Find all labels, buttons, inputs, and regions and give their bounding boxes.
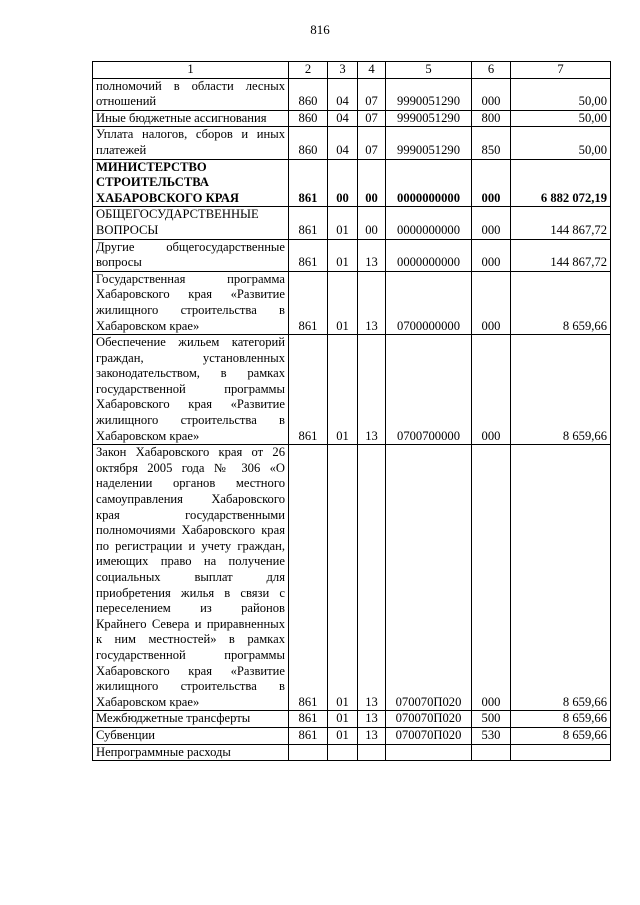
row-amount-cell: 8 659,66	[511, 711, 611, 728]
row-amount-cell: 6 882 072,19	[511, 159, 611, 207]
row-name-cell: ОБЩЕГОСУДАРСТВЕННЫЕ ВОПРОСЫ	[93, 207, 289, 239]
row-code-expense-type-cell: 000	[472, 271, 511, 334]
row-amount-cell: 8 659,66	[511, 727, 611, 744]
row-code-subsection-cell: 13	[358, 727, 386, 744]
row-name-cell: Межбюджетные трансферты	[93, 711, 289, 728]
row-code-ministry-cell: 861	[289, 159, 328, 207]
row-code-section-cell: 04	[328, 78, 358, 110]
row-code-section-cell: 01	[328, 271, 358, 334]
row-amount-cell: 50,00	[511, 127, 611, 159]
row-code-ministry-cell: 860	[289, 78, 328, 110]
row-code-expense-type-cell: 500	[472, 711, 511, 728]
row-code-section-cell: 01	[328, 727, 358, 744]
row-code-target-article-cell: 9990051290	[386, 110, 472, 127]
row-code-section-cell: 04	[328, 110, 358, 127]
row-code-section-cell	[328, 744, 358, 761]
row-amount-cell: 144 867,72	[511, 207, 611, 239]
row-code-expense-type-cell: 000	[472, 239, 511, 271]
row-code-ministry-cell	[289, 744, 328, 761]
row-code-section-cell: 00	[328, 159, 358, 207]
row-name-cell: Непрограммные расходы	[93, 744, 289, 761]
row-code-expense-type-cell: 800	[472, 110, 511, 127]
row-amount-cell: 8 659,66	[511, 445, 611, 711]
row-code-expense-type-cell: 000	[472, 207, 511, 239]
column-header-3: 3	[328, 62, 358, 79]
table-row	[93, 445, 611, 711]
table-row	[93, 744, 611, 761]
row-amount-cell: 50,00	[511, 78, 611, 110]
row-code-expense-type-cell: 000	[472, 78, 511, 110]
row-code-section-cell: 01	[328, 445, 358, 711]
row-code-target-article-cell: 070070П020	[386, 711, 472, 728]
row-code-subsection-cell	[358, 744, 386, 761]
row-code-subsection-cell: 13	[358, 711, 386, 728]
row-name-cell: Другие общегосударственные вопросы	[93, 239, 289, 271]
table-row	[93, 711, 611, 728]
row-code-target-article-cell: 9990051290	[386, 78, 472, 110]
row-code-expense-type-cell: 850	[472, 127, 511, 159]
row-amount-cell: 8 659,66	[511, 335, 611, 445]
row-code-expense-type-cell	[472, 744, 511, 761]
row-code-section-cell: 04	[328, 127, 358, 159]
row-code-subsection-cell: 07	[358, 110, 386, 127]
row-code-section-cell: 01	[328, 335, 358, 445]
row-code-ministry-cell: 861	[289, 711, 328, 728]
row-amount-cell: 144 867,72	[511, 239, 611, 271]
column-header-5: 5	[386, 62, 472, 79]
row-code-subsection-cell: 13	[358, 239, 386, 271]
row-name-cell: Обеспечение жильем категорий граждан, установленных законодательством, в рамках государственной программы Хабаровского края «Развитие жилищного строительства в Хабаровском крае»	[93, 335, 289, 445]
row-code-target-article-cell: 0700000000	[386, 271, 472, 334]
row-amount-cell: 8 659,66	[511, 271, 611, 334]
row-code-section-cell: 01	[328, 711, 358, 728]
page-number: 816	[310, 22, 330, 37]
row-code-target-article-cell: 0000000000	[386, 159, 472, 207]
table-row	[93, 207, 611, 239]
row-code-expense-type-cell: 000	[472, 445, 511, 711]
row-code-subsection-cell: 13	[358, 335, 386, 445]
row-code-expense-type-cell: 530	[472, 727, 511, 744]
row-name-cell: Уплата налогов, сборов и иных платежей	[93, 127, 289, 159]
budget-table	[92, 61, 611, 761]
table-row	[93, 727, 611, 744]
row-amount-cell: 50,00	[511, 110, 611, 127]
column-header-7: 7	[511, 62, 611, 79]
row-code-ministry-cell: 861	[289, 727, 328, 744]
column-header-1: 1	[93, 62, 289, 79]
row-code-ministry-cell: 861	[289, 445, 328, 711]
row-name-cell: полномочий в области лесных отношений	[93, 78, 289, 110]
row-code-section-cell: 01	[328, 239, 358, 271]
row-code-section-cell: 01	[328, 207, 358, 239]
table-body	[93, 62, 611, 761]
row-code-target-article-cell: 070070П020	[386, 727, 472, 744]
row-name-cell: Иные бюджетные ассигнования	[93, 110, 289, 127]
row-code-target-article-cell: 0000000000	[386, 239, 472, 271]
row-code-subsection-cell: 13	[358, 445, 386, 711]
table-row	[93, 110, 611, 127]
row-code-expense-type-cell: 000	[472, 159, 511, 207]
row-code-subsection-cell: 00	[358, 159, 386, 207]
row-code-target-article-cell: 9990051290	[386, 127, 472, 159]
column-header-6: 6	[472, 62, 511, 79]
column-header-row	[93, 62, 611, 79]
row-code-ministry-cell: 861	[289, 271, 328, 334]
table-row	[93, 335, 611, 445]
row-code-ministry-cell: 861	[289, 207, 328, 239]
column-header-2: 2	[289, 62, 328, 79]
row-code-ministry-cell: 861	[289, 335, 328, 445]
row-amount-cell	[511, 744, 611, 761]
row-code-subsection-cell: 13	[358, 271, 386, 334]
row-code-target-article-cell: 0700700000	[386, 335, 472, 445]
row-name-cell: Закон Хабаровского края от 26 октября 2005 года № 306 «О наделении органов местного самоуправления Хабаровского края государственными полномочиями Хабаровского края по регистрации и учету граждан, имеющих право на получение социальных выплат для приобретения жилья в связи с переселением из районов Крайнего Севера и приравненных к ним местностей» в рамках государственной программы Хабаровского края «Развитие жилищного строительства в Хабаровском крае»	[93, 445, 289, 711]
row-name-cell: МИНИСТЕРСТВО СТРОИТЕЛЬСТВА ХАБАРОВСКОГО КРАЯ	[93, 159, 289, 207]
row-name-cell: Государственная программа Хабаровского края «Развитие жилищного строительства в Хабаровском крае»	[93, 271, 289, 334]
row-code-subsection-cell: 07	[358, 127, 386, 159]
row-code-expense-type-cell: 000	[472, 335, 511, 445]
table-row	[93, 271, 611, 334]
table-row	[93, 159, 611, 207]
row-code-subsection-cell: 00	[358, 207, 386, 239]
column-header-4: 4	[358, 62, 386, 79]
row-code-ministry-cell: 861	[289, 239, 328, 271]
row-code-target-article-cell: 070070П020	[386, 445, 472, 711]
row-code-ministry-cell: 860	[289, 127, 328, 159]
table-row	[93, 78, 611, 110]
table-row	[93, 239, 611, 271]
row-code-target-article-cell	[386, 744, 472, 761]
row-code-target-article-cell: 0000000000	[386, 207, 472, 239]
row-name-cell: Субвенции	[93, 727, 289, 744]
row-code-subsection-cell: 07	[358, 78, 386, 110]
row-code-ministry-cell: 860	[289, 110, 328, 127]
table-row	[93, 127, 611, 159]
